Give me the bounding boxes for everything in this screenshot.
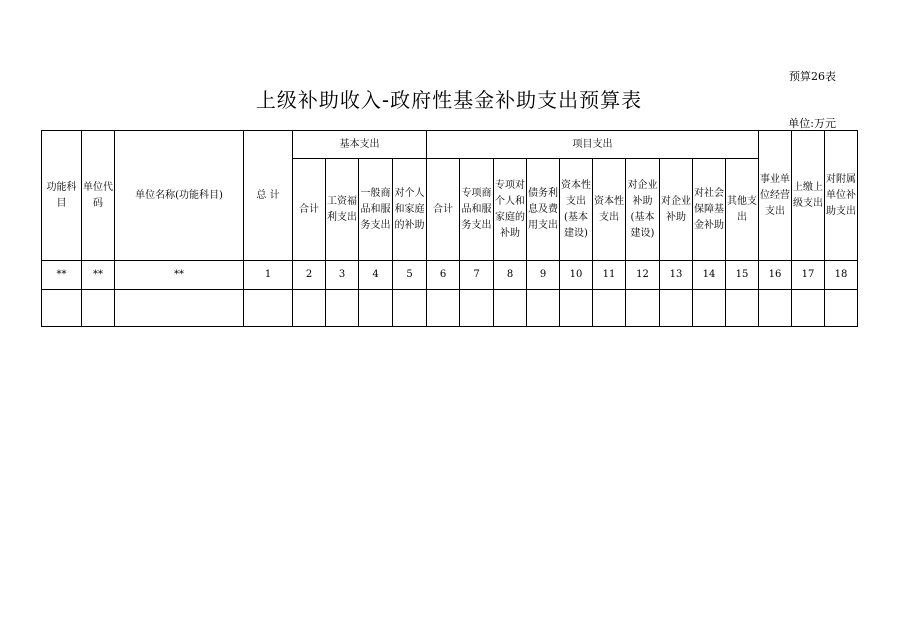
index-cell: 14 <box>693 261 726 290</box>
index-cell: 3 <box>326 261 359 290</box>
empty-data-row <box>42 290 858 327</box>
header-unit-code: 单位代码 <box>82 131 115 261</box>
empty-cell <box>115 290 244 327</box>
empty-cell <box>527 290 560 327</box>
header-project-capital: 资本性支出 <box>593 159 626 261</box>
empty-cell <box>293 290 326 327</box>
empty-cell <box>244 290 293 327</box>
empty-cell <box>626 290 660 327</box>
index-cell: 13 <box>660 261 693 290</box>
empty-cell <box>560 290 593 327</box>
index-cell: 7 <box>460 261 494 290</box>
index-cell: 16 <box>759 261 792 290</box>
empty-cell <box>693 290 726 327</box>
index-cell: 15 <box>726 261 759 290</box>
index-cell: ** <box>82 261 115 290</box>
index-cell: 10 <box>560 261 593 290</box>
index-row <box>42 261 858 290</box>
index-cell: 17 <box>792 261 825 290</box>
index-cell: 12 <box>626 261 660 290</box>
empty-cell <box>494 290 527 327</box>
index-cell: ** <box>42 261 82 290</box>
budget-table <box>41 130 858 327</box>
unit-label: 单位:万元 <box>788 117 836 130</box>
empty-cell <box>326 290 359 327</box>
header-project-debt-interest: 债务利息及费用支出 <box>527 159 560 261</box>
empty-cell <box>660 290 693 327</box>
empty-cell <box>759 290 792 327</box>
header-project-goods-services: 专项商品和服务支出 <box>460 159 494 261</box>
header-basic-wages: 工资福利支出 <box>326 159 359 261</box>
form-number: 预算26表 <box>789 70 836 83</box>
index-cell: 6 <box>427 261 460 290</box>
empty-cell <box>593 290 626 327</box>
empty-cell <box>82 290 115 327</box>
header-basic-personal-subsidy: 对个人和家庭的补助 <box>393 159 427 261</box>
index-cell: 1 <box>244 261 293 290</box>
header-project-expenditure: 项目支出 <box>427 131 759 159</box>
empty-cell <box>42 290 82 327</box>
index-cell: ** <box>115 261 244 290</box>
header-basic-goods-services: 一般商品和服务支出 <box>359 159 393 261</box>
index-cell: 2 <box>293 261 326 290</box>
empty-cell <box>460 290 494 327</box>
empty-cell <box>427 290 460 327</box>
index-cell: 9 <box>527 261 560 290</box>
header-function-subject: 功能科目 <box>42 131 82 261</box>
index-cell: 4 <box>359 261 393 290</box>
header-unit-name: 单位名称(功能科目) <box>115 131 244 261</box>
header-basic-subtotal: 合计 <box>293 159 326 261</box>
header-project-enterprise-construction: 对企业补助(基本建设) <box>626 159 660 261</box>
empty-cell <box>359 290 393 327</box>
index-cell: 8 <box>494 261 527 290</box>
page-title: 上级补助收入-政府性基金补助支出预算表 <box>255 88 643 112</box>
header-project-other: 其他支出 <box>726 159 759 261</box>
header-remit-to-superior: 上缴上级支出 <box>792 131 825 261</box>
header-project-subtotal: 合计 <box>427 159 460 261</box>
header-subsidiary-subsidy: 对附属单位补助支出 <box>825 131 858 261</box>
empty-cell <box>726 290 759 327</box>
header-project-capital-construction: 资本性支出(基本建设) <box>560 159 593 261</box>
empty-cell <box>825 290 858 327</box>
index-cell: 11 <box>593 261 626 290</box>
header-project-social-security: 对社会保障基金补助 <box>693 159 726 261</box>
empty-cell <box>393 290 427 327</box>
empty-cell <box>792 290 825 327</box>
header-business-operation: 事业单位经营支出 <box>759 131 792 261</box>
header-basic-expenditure: 基本支出 <box>293 131 427 159</box>
header-project-personal-subsidy: 专项对个人和家庭的补助 <box>494 159 527 261</box>
header-project-enterprise-subsidy: 对企业补助 <box>660 159 693 261</box>
header-total: 总 计 <box>244 131 293 261</box>
index-cell: 18 <box>825 261 858 290</box>
index-cell: 5 <box>393 261 427 290</box>
